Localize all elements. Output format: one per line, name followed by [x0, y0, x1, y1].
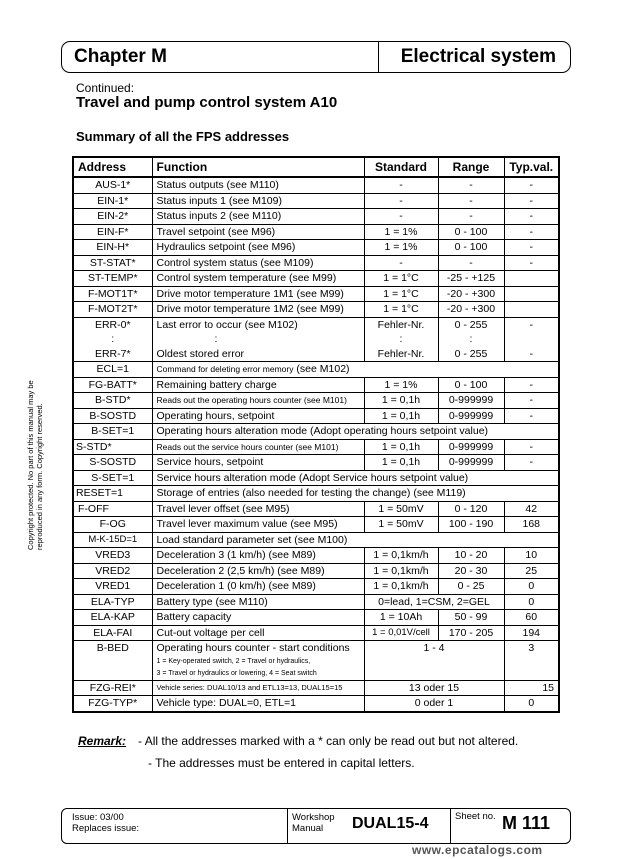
cell-typval: -	[504, 255, 559, 271]
cell-address: F-OG	[73, 517, 152, 533]
cell-range: 10 - 20	[438, 548, 504, 564]
workshop-label: Workshop	[292, 812, 335, 823]
cell-standard	[364, 317, 438, 362]
err-last-range: 0 - 255	[454, 347, 488, 360]
cell-function: Storage of entries (also needed for testing the change) (see M119)	[152, 486, 559, 502]
bbed-function: Operating hours counter - start conditions	[156, 642, 350, 654]
cell-address: ELA-KAP	[73, 610, 152, 626]
table-row	[73, 209, 559, 225]
cell-standard: 1 = 0,1h	[364, 408, 438, 424]
cell-typval: 3	[504, 641, 559, 681]
table-row	[73, 271, 559, 287]
cell-address	[73, 317, 152, 362]
cell-address: S-SET=1	[73, 470, 152, 486]
cell-address: M-K-15D=1	[73, 532, 152, 548]
cell-typval	[504, 271, 559, 287]
cell-typval: -	[504, 408, 559, 424]
cell-standard: 1 = 0,1h	[364, 393, 438, 409]
cell-address: B-SET=1	[73, 424, 152, 440]
cell-standard: 1 = 1%	[364, 377, 438, 393]
replaces-issue-label: Replaces issue:	[72, 823, 140, 834]
cell-range: 0-999999	[438, 393, 504, 409]
cell-address: FZG-REI*	[73, 680, 152, 696]
cell-range: 20 - 30	[438, 563, 504, 579]
summary-title: Summary of all the FPS addresses	[76, 129, 290, 144]
cell-standard: 1 = 1%	[364, 224, 438, 240]
chapter-header	[61, 41, 571, 73]
cell-address: ECL=1	[73, 362, 152, 378]
cell-range: 0 - 100	[438, 240, 504, 256]
cell-function: Vehicle type: DUAL=0, ETL=1	[152, 696, 364, 712]
table-row	[73, 470, 559, 486]
ecl-ref: (see M102)	[296, 363, 350, 375]
cell-range: 0-999999	[438, 439, 504, 455]
cell-typval: 60	[504, 610, 559, 626]
cell-standard-range: 1 - 4	[364, 641, 504, 681]
table-row	[73, 424, 559, 440]
cell-function: Deceleration 3 (1 km/h) (see M89)	[152, 548, 364, 564]
footer-divider	[450, 809, 451, 843]
cell-typval: -	[504, 393, 559, 409]
cell-range: -25 - +125	[438, 271, 504, 287]
sheet-number: M 111	[502, 813, 551, 833]
err-first-address: ERR-0*	[94, 318, 131, 331]
cell-range: 0-999999	[438, 408, 504, 424]
err-ellipsis: :	[399, 333, 403, 345]
cell-address: AUS-1*	[73, 177, 152, 193]
issue-label: Issue: 03/00	[72, 812, 124, 823]
cell-typval: 0	[504, 594, 559, 610]
cell-typval: 25	[504, 563, 559, 579]
err-first-standard: Fehler-Nr.	[377, 318, 425, 331]
remark-label: Remark:	[78, 734, 127, 748]
cell-range: 50 - 99	[438, 610, 504, 626]
cell-standard: -	[364, 255, 438, 271]
cell-address: EIN-H*	[73, 240, 152, 256]
cell-range: 0 - 25	[438, 579, 504, 595]
bbed-option-line-1: 1 = Key-operated switch, 2 = Travel or hydraulics,	[156, 657, 311, 665]
err-ellipsis: :	[111, 333, 115, 345]
cell-function: Load standard parameter set (see M100)	[152, 532, 559, 548]
cell-function: Control system status (see M109)	[152, 255, 364, 271]
table-row	[73, 240, 559, 256]
cell-address: EIN-F*	[73, 224, 152, 240]
cell-range: 0 - 120	[438, 501, 504, 517]
cell-address: S-STD*	[73, 439, 152, 455]
cell-address: VRED3	[73, 548, 152, 564]
cell-address: ELA-TYP	[73, 594, 152, 610]
cell-range: 0 - 100	[438, 224, 504, 240]
table-row	[73, 455, 559, 471]
remark-line-2: - The addresses must be entered in capital letters.	[148, 756, 415, 770]
cell-range: 0-999999	[438, 455, 504, 471]
cell-typval	[504, 317, 559, 362]
cell-typval	[504, 302, 559, 318]
issue-block	[72, 812, 139, 834]
cell-address: F-MOT1T*	[73, 286, 152, 302]
table-row	[73, 224, 559, 240]
cell-standard: 1 = 10Ah	[364, 610, 438, 626]
sheet-label: Sheet no.	[455, 811, 496, 822]
cell-standard: 1 = 50mV	[364, 501, 438, 517]
table-row	[73, 563, 559, 579]
table-row	[73, 579, 559, 595]
table-row	[73, 641, 559, 681]
cell-standard: 1 = 0,1h	[364, 455, 438, 471]
table-row	[73, 696, 559, 712]
cell-function: Reads out the operating hours counter (see M101)	[152, 393, 364, 409]
footer-divider	[287, 809, 288, 843]
cell-address: F-OFF	[73, 501, 152, 517]
cell-typval: -	[504, 224, 559, 240]
copyright-side-note: Copyright protected. No part of this manual may be reproduced in any form. Copyright reserved.	[26, 380, 44, 550]
cell-address: ST-TEMP*	[73, 271, 152, 287]
err-last-typval: -	[529, 347, 533, 360]
cell-address: FG-BATT*	[73, 377, 152, 393]
cell-function: Service hours alteration mode (Adopt Service hours setpoint value)	[152, 470, 559, 486]
cell-function: Hydraulics setpoint (see M96)	[152, 240, 364, 256]
cell-function: Deceleration 2 (2,5 km/h) (see M89)	[152, 563, 364, 579]
table-row	[73, 393, 559, 409]
table-row	[73, 625, 559, 641]
cell-address: VRED2	[73, 563, 152, 579]
cell-range: -	[438, 193, 504, 209]
section-title: Electrical system	[400, 46, 556, 67]
cell-typval: -	[504, 455, 559, 471]
cell-function: Service hours, setpoint	[152, 455, 364, 471]
table-row	[73, 610, 559, 626]
cell-address: ELA-FAI	[73, 625, 152, 641]
cell-function: Reads out the service hours counter (see M101)	[152, 439, 364, 455]
cell-standard: 1 = 1°C	[364, 286, 438, 302]
remark-line-1: - All the addresses marked with a * can only be read out but not altered.	[138, 734, 519, 748]
table-row	[73, 532, 559, 548]
cell-range: 170 - 205	[438, 625, 504, 641]
cell-address: FZG-TYP*	[73, 696, 152, 712]
cell-range: -20 - +300	[438, 302, 504, 318]
cell-function: Status inputs 1 (see M109)	[152, 193, 364, 209]
remark-block	[78, 734, 518, 748]
cell-typval: 10	[504, 548, 559, 564]
table-row	[73, 486, 559, 502]
cell-range	[438, 317, 504, 362]
cell-address: EIN-1*	[73, 193, 152, 209]
col-function: Function	[152, 157, 364, 177]
bbed-option-line-2: 3 = Travel or hydraulics or lowering, 4 = Seat switch	[156, 669, 317, 677]
cell-standard: 1 = 1%	[364, 240, 438, 256]
cell-typval: -	[504, 240, 559, 256]
err-last-function: Oldest stored error	[156, 347, 245, 360]
cell-function	[152, 641, 364, 681]
table-row	[73, 302, 559, 318]
continued-label: Continued:	[76, 81, 135, 95]
cell-address: B-BED	[73, 641, 152, 681]
cell-standard: -	[364, 193, 438, 209]
cell-address: S-SOSTD	[73, 455, 152, 471]
cell-typval: -	[504, 177, 559, 193]
cell-standard: 1 = 0,1km/h	[364, 548, 438, 564]
cell-standard: -	[364, 177, 438, 193]
table-row	[73, 548, 559, 564]
cell-standard: 1 = 0,1km/h	[364, 563, 438, 579]
err-first-typval: -	[529, 318, 533, 331]
page-subtitle: Travel and pump control system A10	[76, 94, 338, 111]
cell-function: Operating hours, setpoint	[152, 408, 364, 424]
cell-standard: 1 = 0,1h	[364, 439, 438, 455]
err-first-function: Last error to occur (see M102)	[156, 318, 298, 331]
err-last-standard: Fehler-Nr.	[377, 347, 425, 360]
cell-standard-range: 0 oder 1	[364, 696, 504, 712]
cell-function: Travel lever maximum value (see M95)	[152, 517, 364, 533]
cell-standard: 1 = 0,1km/h	[364, 579, 438, 595]
table-row	[73, 286, 559, 302]
cell-standard: 1 = 0,01V/cell	[364, 625, 438, 641]
table-header-row	[73, 157, 559, 177]
cell-typval: -	[504, 377, 559, 393]
err-ellipsis: :	[214, 333, 218, 345]
cell-standard-range: 13 oder 15	[364, 680, 504, 696]
table-row	[73, 408, 559, 424]
cell-typval: 0	[504, 696, 559, 712]
cell-function: Control system temperature (see M99)	[152, 271, 364, 287]
table-row	[73, 439, 559, 455]
cell-address: B-STD*	[73, 393, 152, 409]
cell-function: Cut-out voltage per cell	[152, 625, 364, 641]
cell-function: Drive motor temperature 1M2 (see M99)	[152, 302, 364, 318]
cell-function: Battery type (see M110)	[152, 594, 364, 610]
cell-range: -	[438, 177, 504, 193]
table-row-errors	[73, 317, 559, 362]
cell-function: Travel lever offset (see M95)	[152, 501, 364, 517]
fps-address-table	[72, 156, 560, 713]
cell-typval	[504, 286, 559, 302]
col-typval: Typ.val.	[504, 157, 559, 177]
cell-function: Remaining battery charge	[152, 377, 364, 393]
err-ellipsis: :	[469, 333, 473, 345]
table-row	[73, 680, 559, 696]
cell-standard: -	[364, 209, 438, 225]
cell-address: B-SOSTD	[73, 408, 152, 424]
cell-function: Status outputs (see M110)	[152, 177, 364, 193]
cell-typval: 168	[504, 517, 559, 533]
cell-function	[152, 362, 559, 378]
cell-standard: 1 = 1°C	[364, 302, 438, 318]
ecl-function: Command for deleting error memory	[156, 364, 294, 374]
cell-typval: 42	[504, 501, 559, 517]
table-row	[73, 177, 559, 193]
cell-address: F-MOT2T*	[73, 302, 152, 318]
model-name: DUAL15-4	[352, 815, 429, 832]
cell-range: 100 - 190	[438, 517, 504, 533]
cell-standard-range: 0=lead, 1=CSM, 2=GEL	[364, 594, 504, 610]
cell-address: ST-STAT*	[73, 255, 152, 271]
col-address: Address	[73, 157, 152, 177]
watermark: www.epcatalogs.com	[412, 843, 543, 857]
cell-range: 0 - 100	[438, 377, 504, 393]
err-first-range: 0 - 255	[454, 318, 488, 331]
cell-address: EIN-2*	[73, 209, 152, 225]
cell-range: -20 - +300	[438, 286, 504, 302]
cell-function: Drive motor temperature 1M1 (see M99)	[152, 286, 364, 302]
cell-typval: 194	[504, 625, 559, 641]
cell-typval: -	[504, 193, 559, 209]
page-footer	[61, 808, 571, 844]
cell-function	[152, 317, 364, 362]
cell-standard: 1 = 50mV	[364, 517, 438, 533]
cell-typval: 15	[504, 680, 559, 696]
table-row	[73, 594, 559, 610]
cell-function: Battery capacity	[152, 610, 364, 626]
cell-typval: -	[504, 439, 559, 455]
table-row	[73, 517, 559, 533]
cell-standard: 1 = 1°C	[364, 271, 438, 287]
cell-typval: -	[504, 209, 559, 225]
col-range: Range	[438, 157, 504, 177]
cell-function: Deceleration 1 (0 km/h) (see M89)	[152, 579, 364, 595]
cell-function: Travel setpoint (see M96)	[152, 224, 364, 240]
table-row	[73, 377, 559, 393]
cell-address: VRED1	[73, 579, 152, 595]
cell-function: Vehicle series: DUAL10/13 and ETL13=13, DUAL15=15	[152, 680, 364, 696]
cell-range: -	[438, 209, 504, 225]
chapter-title: Chapter M	[74, 46, 167, 67]
table-row	[73, 362, 559, 378]
cell-address: RESET=1	[73, 486, 152, 502]
table-row	[73, 501, 559, 517]
cell-function: Operating hours alteration mode (Adopt operating hours setpoint value)	[152, 424, 559, 440]
cell-typval: 0	[504, 579, 559, 595]
manual-type	[292, 812, 335, 834]
err-last-address: ERR-7*	[94, 347, 131, 360]
cell-function: Status inputs 2 (see M110)	[152, 209, 364, 225]
table-row	[73, 193, 559, 209]
header-divider	[378, 42, 379, 72]
manual-label: Manual	[292, 823, 324, 834]
table-row	[73, 255, 559, 271]
col-standard: Standard	[364, 157, 438, 177]
cell-range: -	[438, 255, 504, 271]
